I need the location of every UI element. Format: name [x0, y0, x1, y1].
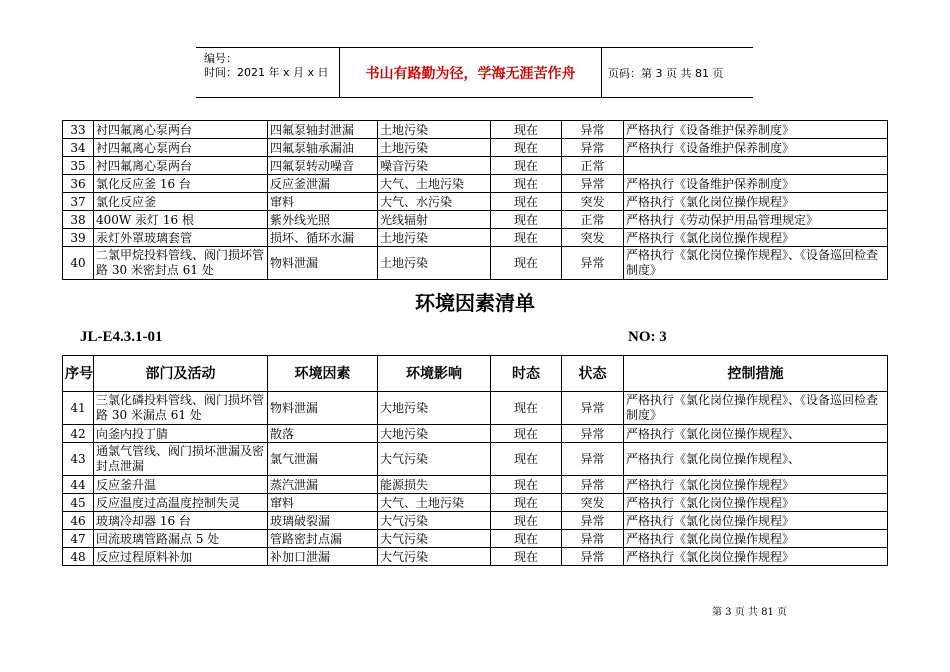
control-cell: 严格执行《氯化岗位操作规程》、《设备巡回检查制度》 — [624, 247, 888, 280]
control-cell: 严格执行《氯化岗位操作规程》 — [624, 548, 888, 566]
factor-cell: 紫外线光照 — [268, 211, 378, 229]
state-cell: 正常 — [562, 211, 624, 229]
impact-cell: 大气污染 — [378, 512, 491, 530]
activity-cell: 反应过程原料补加 — [94, 548, 268, 566]
header-tense: 时态 — [491, 356, 562, 392]
table-row — [63, 247, 888, 280]
tense-cell: 现在 — [491, 425, 562, 443]
activity-cell: 衬四氟离心泵两台 — [94, 121, 268, 139]
table-continued — [62, 120, 888, 280]
table-row — [63, 443, 888, 476]
impact-cell: 土地污染 — [378, 247, 491, 280]
impact-cell: 大气、水污染 — [378, 193, 491, 211]
impact-cell: 光线辐射 — [378, 211, 491, 229]
factor-cell: 窜料 — [268, 193, 378, 211]
activity-cell: 通氯气管线、阀门损坏泄漏及密封点泄漏 — [94, 443, 268, 476]
row-number: 39 — [63, 229, 94, 247]
time-label: 时间：2021 年 x 月 x 日 — [204, 66, 329, 79]
state-cell: 异常 — [562, 247, 624, 280]
factor-cell: 窜料 — [268, 494, 378, 512]
factor-cell: 反应釜泄漏 — [268, 175, 378, 193]
control-cell: 严格执行《氯化岗位操作规程》、《设备巡回检查制度》 — [624, 392, 888, 425]
row-number: 33 — [63, 121, 94, 139]
table-row — [63, 530, 888, 548]
tense-cell: 现在 — [491, 193, 562, 211]
table-row — [63, 425, 888, 443]
activity-cell: 氯化反应釜 — [94, 193, 268, 211]
tense-cell: 现在 — [491, 139, 562, 157]
tense-cell: 现在 — [491, 512, 562, 530]
environmental-factors-table — [62, 355, 888, 566]
factor-cell: 管路密封点漏 — [268, 530, 378, 548]
tense-cell: 现在 — [491, 476, 562, 494]
row-number: 34 — [63, 139, 94, 157]
tense-cell: 现在 — [491, 548, 562, 566]
impact-cell: 噪音污染 — [378, 157, 491, 175]
table-row — [63, 139, 888, 157]
header-no: 序号 — [63, 356, 94, 392]
state-cell: 异常 — [562, 548, 624, 566]
control-cell: 严格执行《设备维护保养制度》 — [624, 121, 888, 139]
tense-cell: 现在 — [491, 443, 562, 476]
state-cell: 异常 — [562, 530, 624, 548]
control-cell: 严格执行《氯化岗位操作规程》、 — [624, 443, 888, 476]
state-cell: 异常 — [562, 121, 624, 139]
table-row — [63, 548, 888, 566]
activity-cell: 氯化反应釜 16 台 — [94, 175, 268, 193]
factor-cell: 补加口泄漏 — [268, 548, 378, 566]
factor-cell: 四氟泵轴承漏油 — [268, 139, 378, 157]
factor-cell: 四氟泵转动噪音 — [268, 157, 378, 175]
header-factor: 环境因素 — [268, 356, 378, 392]
impact-cell: 大地污染 — [378, 425, 491, 443]
tense-cell: 现在 — [491, 175, 562, 193]
impact-cell: 能源损失 — [378, 476, 491, 494]
impact-cell: 大地污染 — [378, 392, 491, 425]
tense-cell: 现在 — [491, 530, 562, 548]
table-row — [63, 193, 888, 211]
row-number: 47 — [63, 530, 94, 548]
page-title: 环境因素清单 — [415, 291, 535, 315]
impact-cell: 土地污染 — [378, 139, 491, 157]
impact-cell: 大气、土地污染 — [378, 494, 491, 512]
control-cell: 严格执行《氯化岗位操作规程》、 — [624, 425, 888, 443]
factor-cell: 损坏、循环水漏 — [268, 229, 378, 247]
row-number: 45 — [63, 494, 94, 512]
row-number: 44 — [63, 476, 94, 494]
header-motto: 书山有路勤为径，学海无涯苦作舟 — [339, 48, 602, 97]
state-cell: 异常 — [562, 392, 624, 425]
table-row — [63, 392, 888, 425]
row-number: 42 — [63, 425, 94, 443]
factor-cell: 蒸汽泄漏 — [268, 476, 378, 494]
control-cell: 严格执行《氯化岗位操作规程》 — [624, 193, 888, 211]
state-cell: 异常 — [562, 425, 624, 443]
header-state: 状态 — [562, 356, 624, 392]
tense-cell: 现在 — [491, 121, 562, 139]
control-cell: 严格执行《劳动保护用品管理规定》 — [624, 211, 888, 229]
impact-cell: 土地污染 — [378, 121, 491, 139]
activity-cell: 玻璃冷却器 16 台 — [94, 512, 268, 530]
header-page-label: 页码：第 3 页 共 81 页 — [608, 66, 724, 80]
tense-cell: 现在 — [491, 211, 562, 229]
row-number: 36 — [63, 175, 94, 193]
impact-cell: 大气、土地污染 — [378, 175, 491, 193]
state-cell: 突发 — [562, 193, 624, 211]
tense-cell: 现在 — [491, 157, 562, 175]
activity-cell: 三氯化磷投料管线、阀门损坏管路 30 米漏点 61 处 — [94, 392, 268, 425]
state-cell: 异常 — [562, 139, 624, 157]
impact-cell: 大气污染 — [378, 548, 491, 566]
document-code: JL-E4.3.1-01 — [80, 329, 163, 345]
state-cell: 正常 — [562, 157, 624, 175]
table-row — [63, 175, 888, 193]
table-row — [63, 494, 888, 512]
tense-cell: 现在 — [491, 392, 562, 425]
table-row — [63, 229, 888, 247]
control-cell: 严格执行《氯化岗位操作规程》 — [624, 476, 888, 494]
tense-cell: 现在 — [491, 247, 562, 280]
activity-cell: 汞灯外罩玻璃套管 — [94, 229, 268, 247]
table-row — [63, 476, 888, 494]
impact-cell: 大气污染 — [378, 443, 491, 476]
row-number: 38 — [63, 211, 94, 229]
page-header — [196, 47, 753, 98]
factor-cell: 玻璃破裂漏 — [268, 512, 378, 530]
table-header-row — [63, 356, 888, 392]
row-number: 43 — [63, 443, 94, 476]
row-number: 41 — [63, 392, 94, 425]
impact-cell: 大气污染 — [378, 530, 491, 548]
control-cell: 严格执行《设备维护保养制度》 — [624, 175, 888, 193]
activity-cell: 二氯甲烷投料管线、阀门损坏管路 30 米密封点 61 处 — [94, 247, 268, 280]
table-row — [63, 121, 888, 139]
state-cell: 突发 — [562, 229, 624, 247]
activity-cell: 衬四氟离心泵两台 — [94, 139, 268, 157]
factor-cell: 散落 — [268, 425, 378, 443]
header-activity: 部门及活动 — [94, 356, 268, 392]
factor-cell: 物料泄漏 — [268, 392, 378, 425]
header-meta — [196, 48, 339, 97]
factor-cell: 氯气泄漏 — [268, 443, 378, 476]
table-row — [63, 211, 888, 229]
control-cell: 严格执行《氯化岗位操作规程》 — [624, 229, 888, 247]
activity-cell: 衬四氟离心泵两台 — [94, 157, 268, 175]
document-number: NO: 3 — [628, 329, 667, 345]
row-number: 35 — [63, 157, 94, 175]
state-cell: 异常 — [562, 476, 624, 494]
activity-cell: 向釜内投丁腈 — [94, 425, 268, 443]
control-cell — [624, 157, 888, 175]
state-cell: 异常 — [562, 443, 624, 476]
state-cell: 突发 — [562, 494, 624, 512]
row-number: 46 — [63, 512, 94, 530]
page-footer: 第 3 页 共 81 页 — [712, 607, 787, 618]
activity-cell: 反应釜升温 — [94, 476, 268, 494]
row-number: 40 — [63, 247, 94, 280]
activity-cell: 400W 汞灯 16 根 — [94, 211, 268, 229]
activity-cell: 反应温度过高温度控制失灵 — [94, 494, 268, 512]
control-cell: 严格执行《氯化岗位操作规程》 — [624, 512, 888, 530]
control-cell: 严格执行《氯化岗位操作规程》 — [624, 494, 888, 512]
control-cell: 严格执行《氯化岗位操作规程》 — [624, 530, 888, 548]
state-cell: 异常 — [562, 512, 624, 530]
row-number: 37 — [63, 193, 94, 211]
row-number: 48 — [63, 548, 94, 566]
factor-cell: 物料泄漏 — [268, 247, 378, 280]
table-row — [63, 512, 888, 530]
table-row — [63, 157, 888, 175]
state-cell: 异常 — [562, 175, 624, 193]
number-label: 编号： — [204, 52, 237, 65]
activity-cell: 回流玻璃管路漏点 5 处 — [94, 530, 268, 548]
header-impact: 环境影响 — [378, 356, 491, 392]
factor-cell: 四氟泵轴封泄漏 — [268, 121, 378, 139]
control-cell: 严格执行《设备维护保养制度》 — [624, 139, 888, 157]
header-control: 控制措施 — [624, 356, 888, 392]
tense-cell: 现在 — [491, 229, 562, 247]
impact-cell: 土地污染 — [378, 229, 491, 247]
tense-cell: 现在 — [491, 494, 562, 512]
